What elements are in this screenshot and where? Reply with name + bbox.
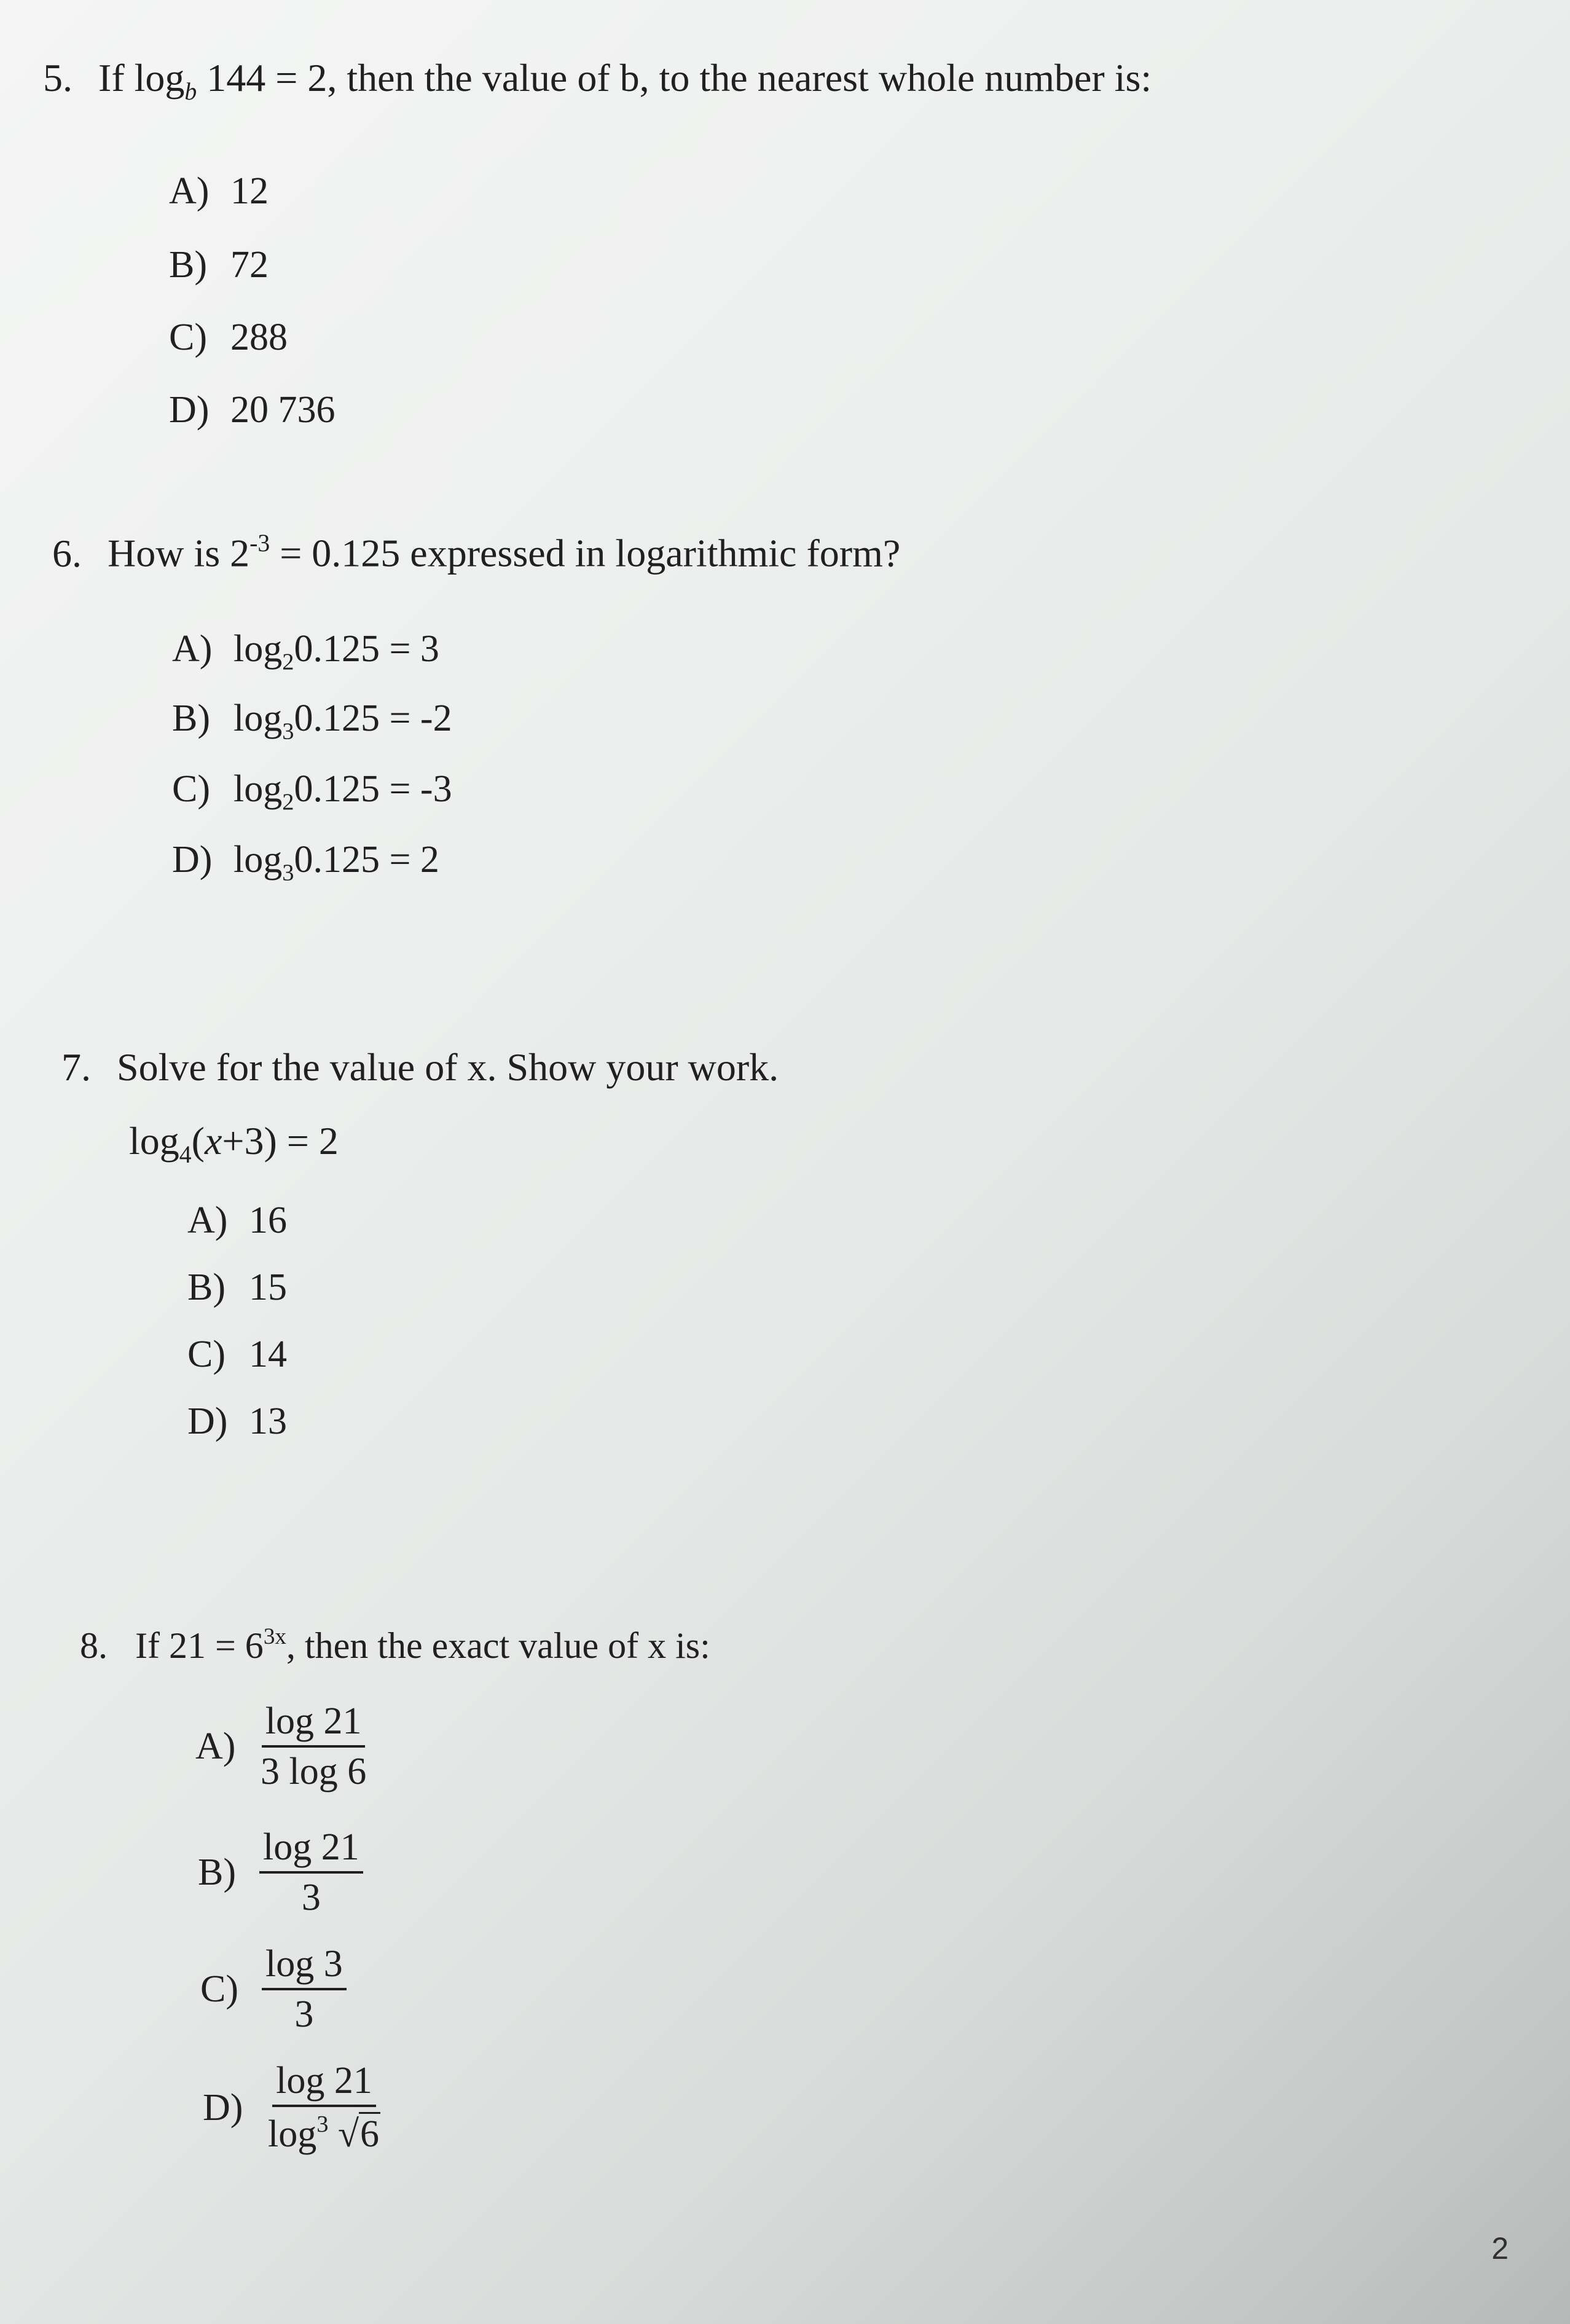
fraction: $\frac{\log 3}{3}$	[262, 1945, 347, 2033]
question-6-option-d: D) $\log_30.125 = 2$	[172, 839, 439, 886]
question-6-option-a: A) $\log_20.125 = 3$	[172, 628, 439, 675]
question-7-option-b: B) 15	[187, 1266, 287, 1308]
fraction: $\frac{\log 21}{3 \log 6}$	[261, 1700, 367, 1792]
question-5-option-b: B) 72	[169, 244, 269, 286]
question-7-prompt: 7. Solve for the value of x. Show your work.	[61, 1045, 779, 1089]
fraction: $\frac{\log 21}{3}$	[259, 1828, 363, 1917]
question-6-option-b: B) $\log_30.125 = -2$	[172, 697, 452, 745]
question-8-option-d: D) $\frac{\log 21}{\log^3 √6}$	[203, 2062, 384, 2153]
question-7-option-d: D) 13	[187, 1400, 287, 1442]
question-number: 8.	[80, 1625, 108, 1666]
question-5-option-d: D) 20 736	[169, 389, 336, 431]
question-8-option-c: C) $\frac{\log 3}{3}$	[200, 1945, 347, 2033]
question-7-equation: $\log_4(x+3) = 2$	[129, 1119, 339, 1168]
question-7-option-c: C) 14	[187, 1333, 287, 1375]
question-5-option-c: C) 288	[169, 316, 288, 358]
question-6-prompt: 6. How is $2^{-3} = 0.125$ expressed in logarithmic form?	[52, 530, 901, 575]
page-number: 2	[1491, 2231, 1509, 2266]
question-5-prompt: 5. If $\log_b 144 = 2$, then the value of b, to the nearest whole number is:	[43, 56, 1152, 105]
question-6-option-c: C) $\log_20.125 = -3$	[172, 768, 452, 815]
question-number: 6.	[52, 531, 82, 575]
question-7-option-a: A) 16	[187, 1199, 287, 1241]
fraction: $\frac{\log 21}{\log^3 √6}$	[268, 2060, 379, 2155]
question-number: 7.	[61, 1045, 91, 1089]
question-8-option-a: A) $\frac{\log 21}{3 \log 6}$	[195, 1702, 370, 1791]
question-number: 5.	[43, 56, 73, 100]
question-8-option-b: B) $\frac{\log 21}{3}$	[198, 1828, 363, 1917]
question-8-prompt: 8. If $21 = 6^{3x}$, then the exact value of x is:	[80, 1624, 710, 1666]
question-5-option-a: A) 12	[169, 170, 269, 212]
